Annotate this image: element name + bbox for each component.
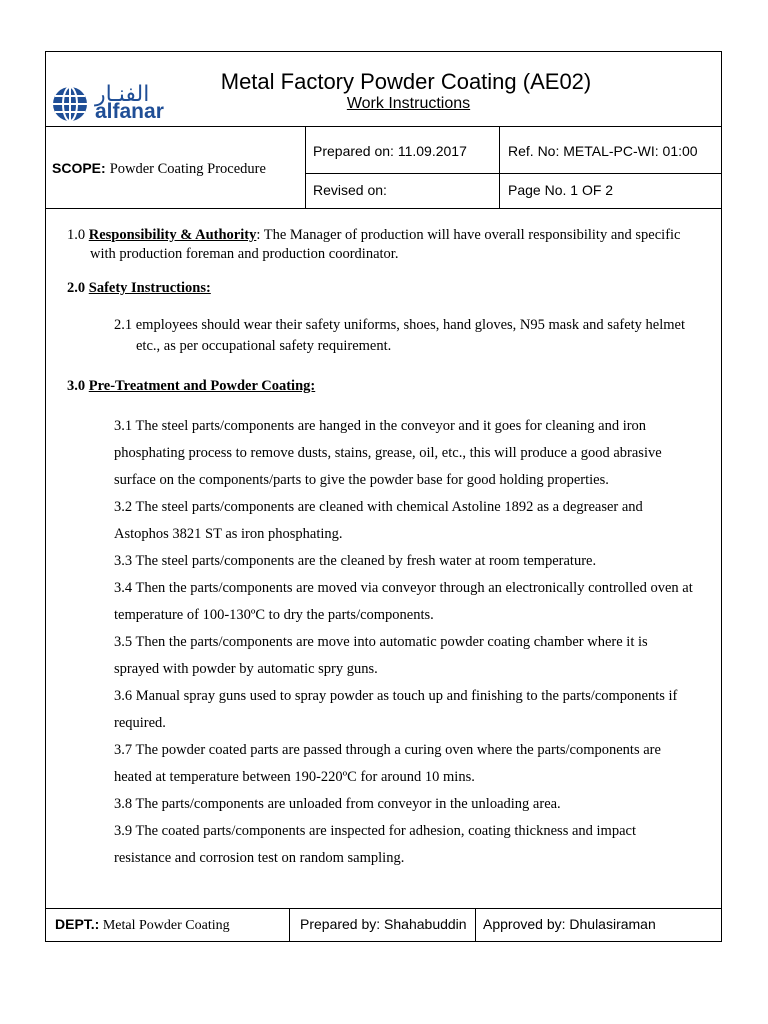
- list-item-line: The coated parts/components are inspected for adhesion, coating thickness and impact: [135, 823, 636, 839]
- section-1-text-2: with production foreman and production coordinator.: [90, 246, 399, 262]
- list-item-line: Astophos 3821 ST as iron phosphating.: [114, 526, 343, 542]
- list-item-line: required.: [114, 715, 166, 731]
- section-2-item-text-2: etc., as per occupational safety requirement.: [136, 338, 392, 354]
- list-item-line: surface on the components/parts to give the powder base for good holding properties.: [114, 472, 609, 488]
- list-item: [114, 818, 720, 872]
- scope-cell: [52, 160, 266, 178]
- document-title: Metal Factory Powder Coating (AE02): [220, 69, 592, 94]
- section-2-item-number: 2.1: [114, 317, 133, 333]
- logo-arabic-text: الفنـار: [95, 82, 150, 107]
- section-2-heading-row: [67, 279, 717, 298]
- footer-col-divider-1: [289, 908, 290, 942]
- meta-bottom-divider: [45, 208, 722, 209]
- section-2-item: [114, 315, 720, 357]
- list-item-line: The powder coated parts are passed through a curing oven where the parts/components are: [135, 742, 661, 758]
- list-item-number: 3.6: [114, 688, 133, 704]
- list-item: [114, 629, 720, 683]
- section-2-number: 2.0: [67, 280, 86, 296]
- dept-label: DEPT.:: [55, 916, 100, 932]
- dept-value: Metal Powder Coating: [102, 918, 230, 933]
- document-subtitle: [185, 95, 632, 113]
- list-item: [114, 683, 720, 737]
- dept-cell: [55, 916, 230, 934]
- section-1-heading: Responsibility & Authority: [88, 227, 257, 243]
- section-1: [67, 226, 717, 264]
- revised-on: Revised on:: [313, 182, 387, 198]
- list-item-line: The steel parts/components are hanged in the conveyor and it goes for cleaning and iron: [135, 418, 647, 434]
- section-3-number: 3.0: [67, 378, 86, 394]
- list-item-line: sprayed with powder by automatic spry guns.: [114, 661, 378, 677]
- prepared-on: Prepared on: 11.09.2017: [313, 143, 467, 159]
- list-item-line: The steel parts/components are cleaned with chemical Astoline 1892 as a degreaser and: [135, 499, 643, 515]
- list-item-number: 3.8: [114, 796, 133, 812]
- list-item-line: phosphating process to remove dusts, stains, grease, oil, etc., this will produce a good abrasive: [114, 445, 662, 461]
- meta-row-divider: [305, 173, 722, 174]
- prepared-by: Prepared by: Shahabuddin: [300, 916, 467, 932]
- list-item-line: Then the parts/components are moved via conveyor through an electronically controlled oven at: [135, 580, 693, 596]
- list-item-line: resistance and corrosion test on random sampling.: [114, 850, 405, 866]
- section-2-item-text-1: employees should wear their safety uniforms, shoes, hand gloves, N95 mask and safety helmet: [135, 317, 686, 333]
- section-1-line-1: [67, 226, 717, 245]
- footer-divider: [45, 908, 722, 909]
- header-divider: [45, 126, 722, 127]
- page-number: Page No. 1 OF 2: [508, 182, 614, 198]
- list-item-number: 3.1: [114, 418, 133, 434]
- scope-value: Powder Coating Procedure: [109, 161, 266, 177]
- section-1-number: 1.0: [67, 227, 86, 243]
- list-item-number: 3.9: [114, 823, 133, 839]
- list-item: [114, 575, 720, 629]
- list-item-number: 3.5: [114, 634, 133, 650]
- approved-by: Approved by: Dhulasiraman: [483, 916, 656, 932]
- meta-col-divider-1: [305, 126, 306, 208]
- section-2-item-line-1: [114, 315, 720, 336]
- list-item: [114, 791, 720, 818]
- section-2-heading: Safety Instructions:: [88, 280, 211, 296]
- list-item: [114, 548, 720, 575]
- list-item-number: 3.3: [114, 553, 133, 569]
- list-item-number: 3.7: [114, 742, 133, 758]
- section-3-heading-row: [67, 377, 717, 396]
- logo-latin-text: alfanar: [95, 100, 164, 123]
- ref-no: Ref. No: METAL-PC-WI: 01:00: [508, 143, 698, 159]
- section-1-text-1: : The Manager of production will have overall responsibility and specific: [256, 227, 681, 243]
- scope-label: SCOPE:: [52, 160, 106, 176]
- list-item-line: The steel parts/components are the cleaned by fresh water at room temperature.: [135, 553, 597, 569]
- meta-col-divider-2: [499, 126, 500, 208]
- list-item-line: temperature of 100-130ºC to dry the parts/components.: [114, 607, 434, 623]
- section-3-list: [114, 413, 720, 872]
- list-item: [114, 494, 720, 548]
- section-3-heading: Pre-Treatment and Powder Coating:: [88, 378, 316, 394]
- footer-col-divider-2: [475, 908, 476, 942]
- list-item-line: heated at temperature between 190-220ºC for around 10 mins.: [114, 769, 475, 785]
- list-item: [114, 413, 720, 494]
- list-item-line: The parts/components are unloaded from conveyor in the unloading area.: [135, 796, 561, 812]
- list-item: [114, 737, 720, 791]
- list-item-number: 3.2: [114, 499, 133, 515]
- list-item-line: Manual spray guns used to spray powder as touch up and finishing to the parts/components if: [135, 688, 678, 704]
- subtitle-text: Work Instructions: [346, 95, 471, 112]
- list-item-number: 3.4: [114, 580, 133, 596]
- list-item-line: Then the parts/components are move into automatic powder coating chamber where it is: [135, 634, 648, 650]
